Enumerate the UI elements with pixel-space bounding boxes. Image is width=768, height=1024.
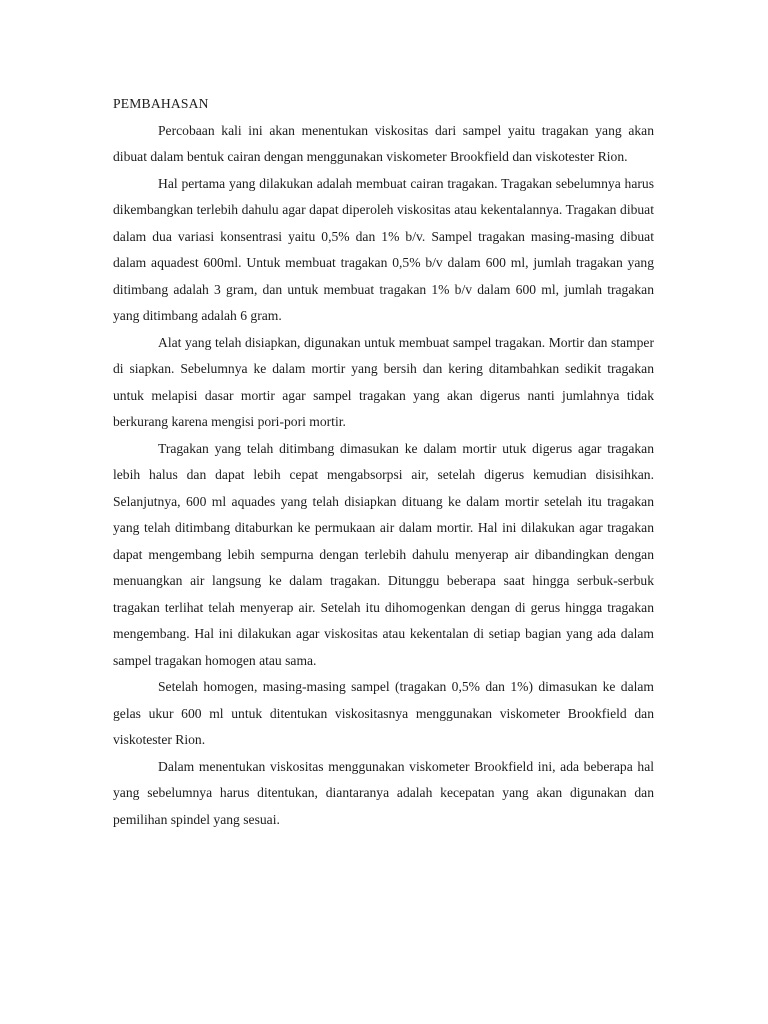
document-body [113, 91, 654, 833]
section-heading: PEMBAHASAN [113, 96, 209, 111]
paragraph-spindle: Dalam menentukan viskositas menggunakan viskometer Brookfield ini, ada beberapa hal yang sebelumnya harus ditentukan, diantaranya adalah kecepatan yang akan digunakan dan pemilihan spindel yang sesuai. [113, 758, 654, 827]
paragraph-tools: Alat yang telah disiapkan, digunakan untuk membuat sampel tragakan. Mortir dan stamper di siapkan. Sebelumnya ke dalam mortir yang bersih dan kering ditambahkan sedikit tragakan untuk melapisi dasar mortir agar sampel tragakan yang akan digerus nanti jumlahnya tidak berkurang karena mengisi pori-pori mortir. [113, 334, 654, 429]
paragraph-intro: Percobaan kali ini akan menentukan viskositas dari sampel yaitu tragakan yang akan dibuat dalam bentuk cairan dengan menggunakan viskometer Brookfield dan viskotester Rion. [113, 122, 654, 164]
paragraph-measurement: Setelah homogen, masing-masing sampel (tragakan 0,5% dan 1%) dimasukan ke dalam gelas ukur 600 ml untuk ditentukan viskositasnya menggunakan viskometer Brookfield dan viskotester Rion. [113, 679, 654, 747]
paragraph-grinding: Tragakan yang telah ditimbang dimasukan ke dalam mortir utuk digerus agar tragakan lebih halus dan dapat lebih cepat mengabsorpsi air, setelah digerus kemudian disisihkan. Selanjutnya, 600 ml aquades yang telah disiapkan dituang ke dalam mortir setelah itu tragakan yang telah ditimbang ditaburkan ke permukaan air dalam mortir. Hal ini dilakukan agar tragakan dapat mengembang lebih sempurna dengan terlebih dahulu menyerap air dibandingkan dengan menuangkan air langsung ke dalam tragakan. Ditunggu beberapa saat hingga serbuk-serbuk tragakan terlihat telah menyerap air. Setelah itu dihomogenkan dengan di gerus hingga tragakan mengembang. Hal ini dilakukan agar viskositas atau kekentalan di setiap bagian yang ada dalam sampel tragakan homogen atau sama. [113, 440, 654, 668]
paragraph-preparation: Hal pertama yang dilakukan adalah membuat cairan tragakan. Tragakan sebelumnya harus dikembangkan terlebih dahulu agar dapat diperoleh viskositas atau kekentalannya. Tragakan dibuat dalam dua variasi konsentrasi yaitu 0,5% dan 1% b/v. Sampel tragakan masing-masing dibuat dalam aquadest 600ml. Untuk membuat tragakan 0,5% b/v dalam 600 ml, jumlah tragakan yang ditimbang adalah 3 gram, dan untuk membuat tragakan 1% b/v dalam 600 ml, jumlah tragakan yang ditimbang adalah 6 gram. [113, 175, 654, 323]
